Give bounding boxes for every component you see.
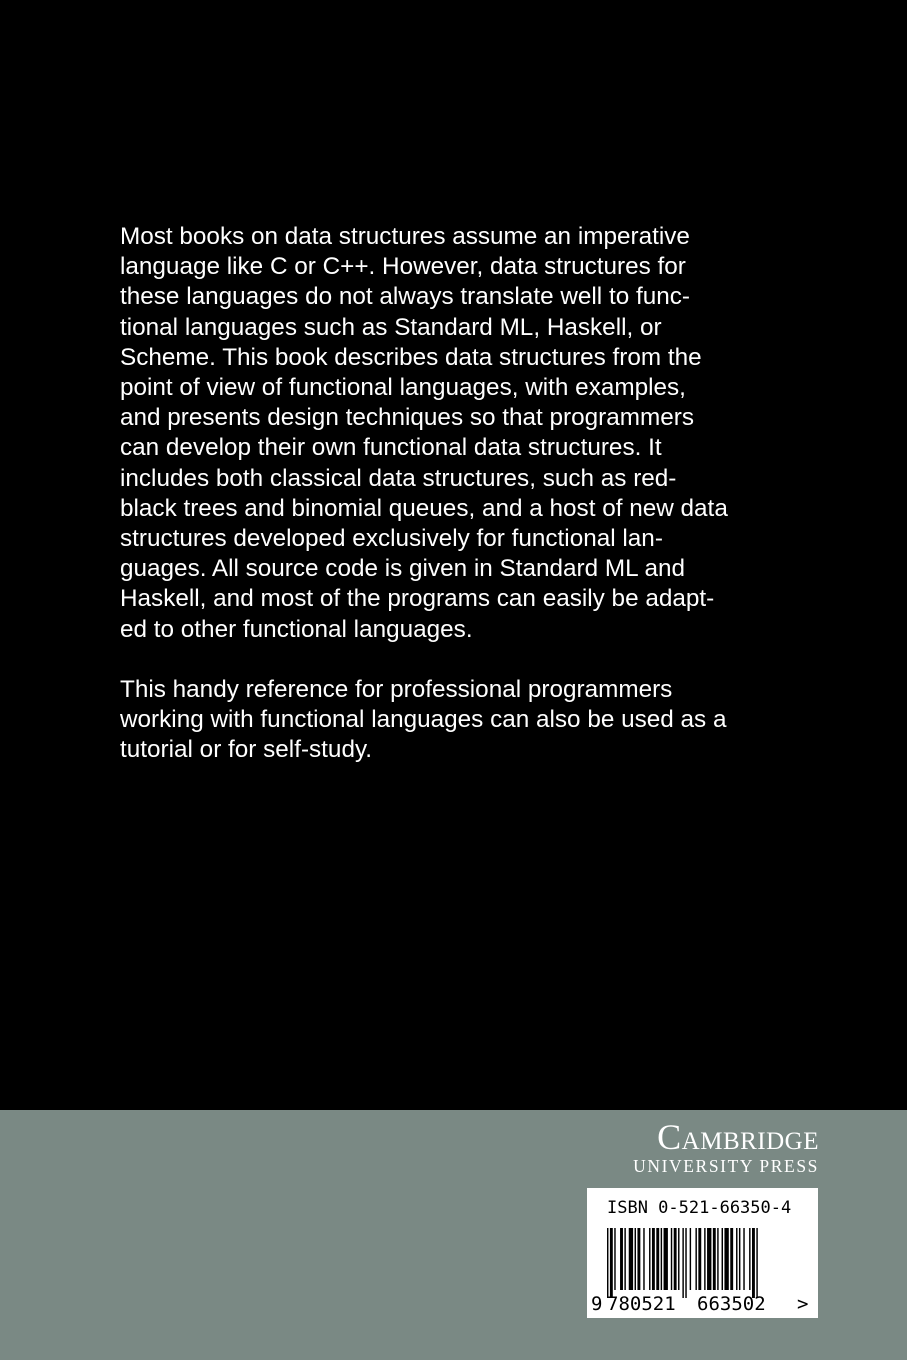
isbn-label: ISBN 0-521-66350-4 <box>607 1198 792 1218</box>
barcode-bar <box>661 1228 662 1290</box>
barcode-bar <box>682 1228 683 1298</box>
barcode-bar <box>707 1228 711 1290</box>
publisher-subtitle: UNIVERSITY PRESS <box>633 1156 819 1176</box>
barcode-bar <box>624 1228 625 1290</box>
barcode-bar <box>695 1228 696 1290</box>
isbn-barcode <box>587 1188 818 1318</box>
barcode-bars <box>607 1228 758 1298</box>
barcode-bar <box>704 1228 705 1290</box>
blurb-paragraph-2: This handy reference for professional programmers working with functional languages can also be used as a tutorial or for self-study. <box>120 675 727 764</box>
barcode-bar <box>635 1228 636 1290</box>
barcode-bar <box>610 1228 613 1298</box>
barcode-digits-left: 780521 <box>607 1293 676 1315</box>
barcode-bar <box>607 1228 608 1298</box>
barcode-bar <box>656 1228 659 1290</box>
barcode-bar <box>713 1228 716 1290</box>
barcode-bar <box>678 1228 679 1290</box>
barcode-bar <box>749 1228 750 1290</box>
barcode-bar <box>722 1228 723 1290</box>
barcode-bar <box>671 1228 672 1290</box>
barcode-bar <box>649 1228 650 1290</box>
barcode-bar <box>730 1228 733 1290</box>
barcode-bar <box>614 1228 615 1290</box>
barcode-bar <box>717 1228 718 1290</box>
barcode-bar <box>629 1228 633 1290</box>
barcode-digit-lead: 9 <box>591 1293 603 1315</box>
barcode-bar <box>690 1228 691 1290</box>
barcode-bar <box>674 1228 677 1290</box>
barcode-bar <box>739 1228 740 1290</box>
barcode-bar <box>652 1228 655 1290</box>
back-cover-blurb <box>120 222 776 765</box>
blurb-paragraph-1: Most books on data structures assume an imperative language like C or C++. However, data structures for these languages do not always translate well to func- tional languages such as Standard ML, Haskell, or Scheme. This book describes data structures from the point of view of functional languages, with examples, and presents design techniques so that programmers can develop their own functional data structures. It includes both classical data structures, such as red- black trees and binomial queues, and a host of new data structures developed exclusively for functional lan- guages. All source code is given in Standard ML and Haskell, and most of the programs can easily be adapt- ed to other functional languages. <box>120 223 728 643</box>
barcode-bar <box>724 1228 728 1290</box>
barcode-bar <box>664 1228 668 1290</box>
barcode-bar <box>643 1228 644 1290</box>
barcode-digits-right: 663502 <box>697 1293 766 1315</box>
barcode-bar <box>685 1228 686 1298</box>
barcode-graphic <box>587 1188 818 1318</box>
barcode-bar <box>620 1228 623 1290</box>
barcode-bar <box>736 1228 737 1290</box>
barcode-bar <box>637 1228 640 1290</box>
barcode-bar <box>752 1228 755 1298</box>
publisher-logo <box>559 1118 819 1176</box>
barcode-bar <box>698 1228 701 1290</box>
barcode-bar <box>743 1228 744 1290</box>
barcode-quiet-mark: > <box>797 1293 809 1315</box>
publisher-name: Cambridge <box>657 1117 819 1157</box>
barcode-bar <box>756 1228 757 1298</box>
